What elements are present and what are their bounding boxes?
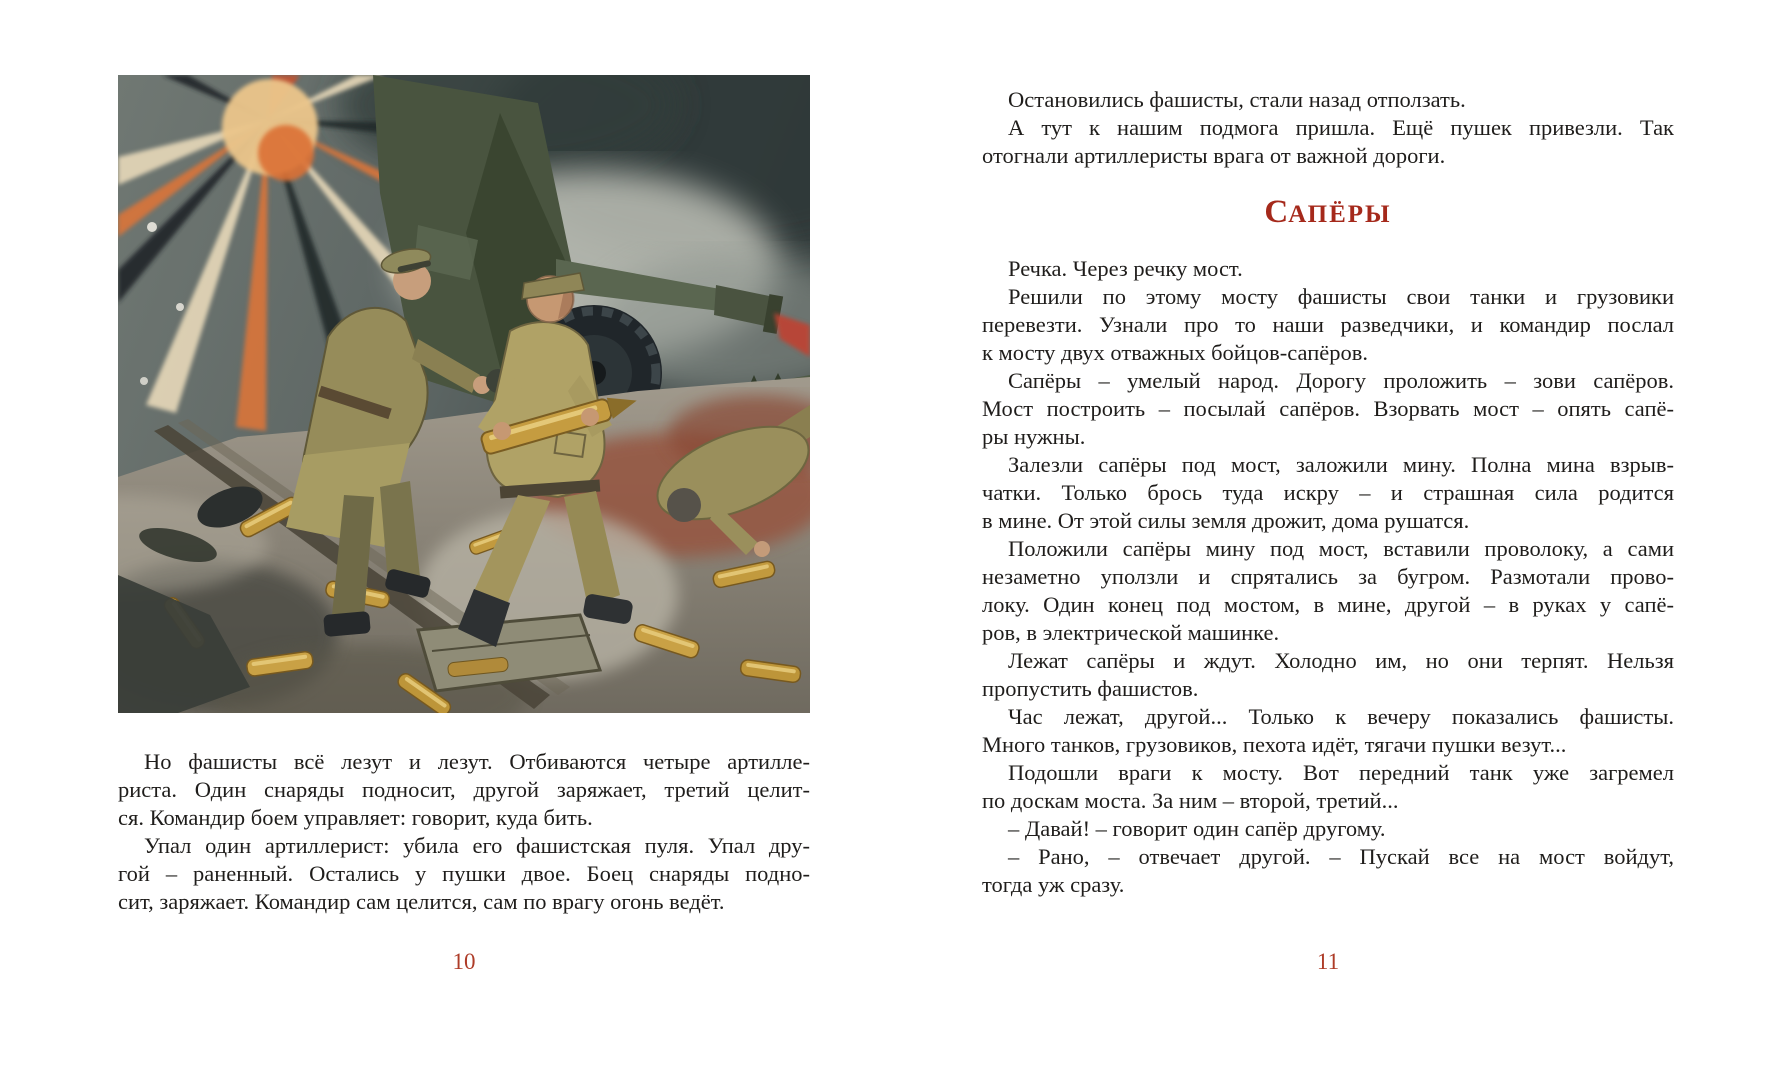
text-line: ров, в электрической машинке.	[982, 620, 1280, 645]
text-line: ся. Командир боем управляет: говорит, куда бить.	[118, 805, 593, 830]
paragraph	[118, 748, 810, 832]
text-line: Но фашисты всё лезут и лезут. Отбиваются четыре артилле-	[144, 749, 810, 774]
text-line: Сапёры – умелый народ. Дорогу проложить – зови сапёров.	[1008, 368, 1674, 393]
text-line: А тут к нашим подмога пришла. Ещё пушек привезли. Так	[1008, 115, 1674, 140]
text-line: Упал один артиллерист: убила его фашистская пуля. Упал дру-	[144, 833, 810, 858]
right-page-intro	[982, 86, 1674, 170]
paragraph	[982, 86, 1674, 114]
text-line: Остановились фашисты, стали назад отползать.	[1008, 87, 1466, 112]
text-line: Много танков, грузовиков, пехота идёт, тягачи пушки везут...	[982, 732, 1567, 757]
paragraph	[982, 759, 1674, 815]
text-line: – Давай! – говорит один сапёр другому.	[1008, 816, 1386, 841]
paragraph	[982, 367, 1674, 451]
text-line: Лежат сапёры и ждут. Холодно им, но они терпят. Нельзя	[1008, 648, 1674, 673]
text-line: Подошли враги к мосту. Вот передний танк уже загремел	[1008, 760, 1674, 785]
text-line: тогда уж сразу.	[982, 872, 1125, 897]
artillery-battle-illustration	[118, 75, 810, 713]
left-page-text	[118, 748, 810, 916]
right-page-body	[982, 255, 1674, 899]
text-line: – Рано, – отвечает другой. – Пускай все на мост войдут,	[1008, 844, 1674, 869]
paragraph	[982, 535, 1674, 647]
text-line: ры нужны.	[982, 424, 1086, 449]
text-line: риста. Один снаряды подносит, другой заряжает, третий целит-	[118, 777, 810, 802]
text-line: к мосту двух отважных бойцов-сапёров.	[982, 340, 1368, 365]
text-line: по доскам моста. За ним – второй, третий...	[982, 788, 1399, 813]
text-line: в мине. От этой силы земля дрожит, дома рушатся.	[982, 508, 1470, 533]
paragraph	[982, 283, 1674, 367]
paragraph	[982, 815, 1674, 843]
page-number-right: 11	[1316, 949, 1340, 974]
text-line: Решили по этому мосту фашисты свои танки и грузовики	[1008, 284, 1674, 309]
text-line: перевезти. Узнали про то наши разведчики, и командир послал	[982, 312, 1674, 337]
paragraph	[982, 114, 1674, 170]
text-line: Речка. Через речку мост.	[1008, 256, 1243, 281]
page-number-left: 10	[452, 949, 476, 974]
text-line: Положили сапёры мину под мост, вставили проволоку, а сами	[1008, 536, 1674, 561]
text-line: локу. Один конец под мостом, в мине, другой – в руках у сапё-	[982, 592, 1674, 617]
paragraph	[982, 843, 1674, 899]
text-line: чатки. Только брось туда искру – и страшная сила родится	[982, 480, 1674, 505]
book-illustration	[118, 75, 810, 713]
text-line: Мост построить – посылай сапёров. Взорвать мост – опять сапё-	[982, 396, 1674, 421]
text-line: гой – раненный. Остались у пушки двое. Боец снаряды подно-	[118, 861, 810, 886]
text-line: Залезли сапёры под мост, заложили мину. Полна мина взрыв-	[1008, 452, 1674, 477]
chapter-heading: САПЁРЫ	[1264, 194, 1392, 230]
paragraph	[982, 451, 1674, 535]
text-line: Час лежат, другой... Только к вечеру показались фашисты.	[1008, 704, 1674, 729]
text-line: сит, заряжает. Командир сам целится, сам по врагу огонь ведёт.	[118, 889, 725, 914]
paragraph	[982, 255, 1674, 283]
right-page-text	[982, 86, 1674, 899]
text-line: пропустить фашистов.	[982, 676, 1199, 701]
text-line: отогнали артиллеристы врага от важной дороги.	[982, 143, 1446, 168]
paragraph	[982, 647, 1674, 703]
paragraph	[982, 703, 1674, 759]
text-line: незаметно уползли и спрятались за бугром. Размотали прово-	[982, 564, 1674, 589]
paragraph	[118, 832, 810, 916]
